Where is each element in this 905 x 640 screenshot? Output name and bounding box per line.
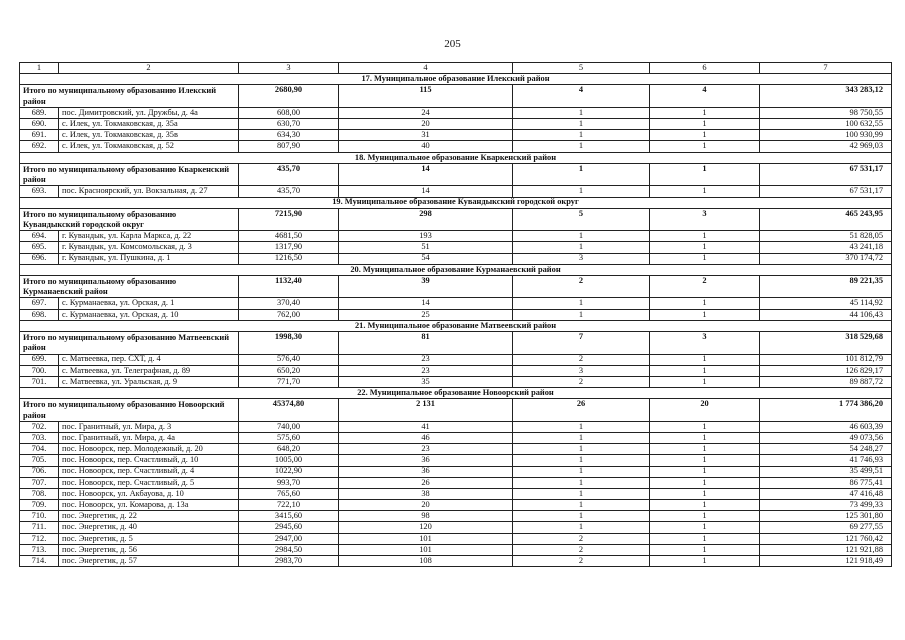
row-number: 691. <box>20 130 59 141</box>
row-col5: 3 <box>513 253 650 264</box>
row-number: 711. <box>20 522 59 533</box>
section-heading: 20. Муниципальное образование Курманаевский район <box>20 264 892 275</box>
row-address: пос. Новоорск, ул. Комарова, д. 13а <box>59 500 239 511</box>
table-row <box>20 544 892 555</box>
subtotal-label: Итого по муниципальному образованию Новоорский район <box>20 399 239 422</box>
row-address: с. Матвеевка, пер. СХТ, д. 4 <box>59 354 239 365</box>
subtotal-col6: 20 <box>650 399 760 422</box>
row-number: 701. <box>20 376 59 387</box>
subtotal-label: Итого по муниципальному образованию Кваркенский район <box>20 163 239 186</box>
row-area: 807,90 <box>239 141 339 152</box>
register-table <box>19 62 892 567</box>
table-row <box>20 455 892 466</box>
row-number: 704. <box>20 444 59 455</box>
subtotal-col5: 7 <box>513 332 650 355</box>
row-number: 703. <box>20 432 59 443</box>
subtotal-sum: 1 774 386,20 <box>760 399 892 422</box>
row-number: 697. <box>20 298 59 309</box>
row-residents: 98 <box>339 511 513 522</box>
row-sum: 49 073,56 <box>760 432 892 443</box>
row-address: с. Илек, ул. Токмаковская, д. 35в <box>59 130 239 141</box>
section-heading-row <box>20 388 892 399</box>
row-sum: 125 301,80 <box>760 511 892 522</box>
row-number: 699. <box>20 354 59 365</box>
row-col5: 2 <box>513 533 650 544</box>
row-area: 4681,50 <box>239 231 339 242</box>
row-address: пос. Новоорск, пер. Счастливый, д. 10 <box>59 455 239 466</box>
row-sum: 89 887,72 <box>760 376 892 387</box>
row-address: пос. Красноярский, ул. Вокзальная, д. 27 <box>59 186 239 197</box>
row-residents: 41 <box>339 421 513 432</box>
row-col6: 1 <box>650 231 760 242</box>
section-heading-row <box>20 320 892 331</box>
row-residents: 193 <box>339 231 513 242</box>
row-col6: 1 <box>650 130 760 141</box>
row-residents: 25 <box>339 309 513 320</box>
subtotal-residents: 39 <box>339 275 513 298</box>
row-residents: 23 <box>339 444 513 455</box>
subtotal-col6: 3 <box>650 208 760 231</box>
subtotal-residents: 81 <box>339 332 513 355</box>
row-col5: 1 <box>513 107 650 118</box>
subtotal-residents: 2 131 <box>339 399 513 422</box>
row-area: 3415,60 <box>239 511 339 522</box>
row-col5: 1 <box>513 186 650 197</box>
row-sum: 44 106,43 <box>760 309 892 320</box>
table-row <box>20 141 892 152</box>
row-address: пос. Новоорск, пер. Счастливый, д. 5 <box>59 477 239 488</box>
row-residents: 51 <box>339 242 513 253</box>
subtotal-label: Итого по муниципальному образованию Кувандыкский городской округ <box>20 208 239 231</box>
row-address: с. Матвеевка, ул. Телеграфная, д. 89 <box>59 365 239 376</box>
row-col6: 1 <box>650 186 760 197</box>
row-area: 370,40 <box>239 298 339 309</box>
row-col5: 1 <box>513 231 650 242</box>
row-number: 714. <box>20 556 59 567</box>
row-col5: 2 <box>513 556 650 567</box>
row-area: 771,70 <box>239 376 339 387</box>
row-col5: 1 <box>513 488 650 499</box>
row-col6: 1 <box>650 242 760 253</box>
table-row <box>20 365 892 376</box>
row-col6: 1 <box>650 365 760 376</box>
row-residents: 101 <box>339 544 513 555</box>
row-sum: 43 241,18 <box>760 242 892 253</box>
table-row <box>20 253 892 264</box>
column-number-cell: 1 <box>20 63 59 74</box>
row-residents: 14 <box>339 186 513 197</box>
column-number-cell: 6 <box>650 63 760 74</box>
row-address: пос. Энергетик, д. 5 <box>59 533 239 544</box>
row-area: 576,40 <box>239 354 339 365</box>
row-number: 700. <box>20 365 59 376</box>
row-area: 740,00 <box>239 421 339 432</box>
row-area: 2947,00 <box>239 533 339 544</box>
subtotal-col5: 5 <box>513 208 650 231</box>
row-col5: 1 <box>513 455 650 466</box>
row-sum: 86 775,41 <box>760 477 892 488</box>
row-residents: 24 <box>339 107 513 118</box>
row-col6: 1 <box>650 544 760 555</box>
section-heading-row <box>20 74 892 85</box>
row-residents: 20 <box>339 119 513 130</box>
row-area: 2945,60 <box>239 522 339 533</box>
row-col6: 1 <box>650 141 760 152</box>
row-number: 689. <box>20 107 59 118</box>
row-sum: 73 499,33 <box>760 500 892 511</box>
table-row <box>20 298 892 309</box>
row-address: с. Илек, ул. Токмаковская, д. 52 <box>59 141 239 152</box>
table-row <box>20 466 892 477</box>
row-address: пос. Энергетик, д. 40 <box>59 522 239 533</box>
row-col5: 1 <box>513 141 650 152</box>
row-area: 650,20 <box>239 365 339 376</box>
row-area: 1005,00 <box>239 455 339 466</box>
table-row <box>20 556 892 567</box>
subtotal-row <box>20 399 892 422</box>
row-number: 693. <box>20 186 59 197</box>
row-residents: 54 <box>339 253 513 264</box>
section-heading-row <box>20 152 892 163</box>
row-address: пос. Димитровский, ул. Дружбы, д. 4а <box>59 107 239 118</box>
row-number: 705. <box>20 455 59 466</box>
subtotal-area: 45374,80 <box>239 399 339 422</box>
subtotal-sum: 465 243,95 <box>760 208 892 231</box>
row-sum: 54 248,27 <box>760 444 892 455</box>
row-col6: 1 <box>650 522 760 533</box>
table-row <box>20 107 892 118</box>
row-residents: 26 <box>339 477 513 488</box>
row-number: 706. <box>20 466 59 477</box>
row-number: 712. <box>20 533 59 544</box>
row-sum: 47 416,48 <box>760 488 892 499</box>
row-sum: 100 632,55 <box>760 119 892 130</box>
column-number-row <box>20 63 892 74</box>
section-heading: 22. Муниципальное образование Новоорский район <box>20 388 892 399</box>
row-sum: 41 746,93 <box>760 455 892 466</box>
row-sum: 51 828,05 <box>760 231 892 242</box>
row-address: пос. Новоорск, пер. Молодежный, д. 20 <box>59 444 239 455</box>
subtotal-sum: 318 529,68 <box>760 332 892 355</box>
row-area: 762,00 <box>239 309 339 320</box>
table-row <box>20 354 892 365</box>
subtotal-col5: 4 <box>513 85 650 108</box>
subtotal-area: 1998,30 <box>239 332 339 355</box>
subtotal-sum: 89 221,35 <box>760 275 892 298</box>
row-col6: 1 <box>650 421 760 432</box>
row-address: пос. Энергетик, д. 56 <box>59 544 239 555</box>
subtotal-row <box>20 85 892 108</box>
row-col5: 1 <box>513 477 650 488</box>
subtotal-row <box>20 208 892 231</box>
section-heading: 17. Муниципальное образование Илекский район <box>20 74 892 85</box>
row-residents: 108 <box>339 556 513 567</box>
subtotal-row <box>20 275 892 298</box>
row-number: 713. <box>20 544 59 555</box>
row-col6: 1 <box>650 119 760 130</box>
row-area: 575,60 <box>239 432 339 443</box>
row-address: пос. Энергетик, д. 57 <box>59 556 239 567</box>
row-area: 435,70 <box>239 186 339 197</box>
section-heading: 19. Муниципальное образование Кувандыкский городской округ <box>20 197 892 208</box>
subtotal-row <box>20 332 892 355</box>
row-col6: 1 <box>650 455 760 466</box>
row-col5: 2 <box>513 376 650 387</box>
row-residents: 20 <box>339 500 513 511</box>
table-row <box>20 186 892 197</box>
row-number: 708. <box>20 488 59 499</box>
table-row <box>20 119 892 130</box>
row-area: 2984,50 <box>239 544 339 555</box>
row-col6: 1 <box>650 556 760 567</box>
row-number: 695. <box>20 242 59 253</box>
row-sum: 121 921,88 <box>760 544 892 555</box>
section-heading: 18. Муниципальное образование Кваркенский район <box>20 152 892 163</box>
row-area: 648,20 <box>239 444 339 455</box>
table-row <box>20 231 892 242</box>
row-residents: 46 <box>339 432 513 443</box>
row-col6: 1 <box>650 253 760 264</box>
row-sum: 98 750,55 <box>760 107 892 118</box>
section-heading-row <box>20 264 892 275</box>
section-heading-row <box>20 197 892 208</box>
row-sum: 121 760,42 <box>760 533 892 544</box>
row-number: 694. <box>20 231 59 242</box>
subtotal-col6: 2 <box>650 275 760 298</box>
column-number-cell: 3 <box>239 63 339 74</box>
column-number-cell: 2 <box>59 63 239 74</box>
row-col6: 1 <box>650 488 760 499</box>
row-sum: 101 812,79 <box>760 354 892 365</box>
row-number: 707. <box>20 477 59 488</box>
row-address: с. Илек, ул. Токмаковская, д. 35а <box>59 119 239 130</box>
row-address: с. Курманаевка, ул. Орская, д. 10 <box>59 309 239 320</box>
row-col6: 1 <box>650 511 760 522</box>
row-sum: 69 277,55 <box>760 522 892 533</box>
row-area: 634,30 <box>239 130 339 141</box>
row-col6: 1 <box>650 309 760 320</box>
page-number: 205 <box>444 38 461 50</box>
row-address: г. Кувандык, ул. Пушкина, д. 1 <box>59 253 239 264</box>
row-col6: 1 <box>650 107 760 118</box>
subtotal-area: 435,70 <box>239 163 339 186</box>
subtotal-label: Итого по муниципальному образованию Илекский район <box>20 85 239 108</box>
row-col5: 1 <box>513 421 650 432</box>
row-sum: 126 829,17 <box>760 365 892 376</box>
row-sum: 42 969,03 <box>760 141 892 152</box>
row-sum: 370 174,72 <box>760 253 892 264</box>
column-number-cell: 7 <box>760 63 892 74</box>
row-col6: 1 <box>650 500 760 511</box>
row-number: 710. <box>20 511 59 522</box>
row-area: 608,00 <box>239 107 339 118</box>
row-address: пос. Новоорск, ул. Акбауова, д. 10 <box>59 488 239 499</box>
row-col5: 1 <box>513 130 650 141</box>
row-residents: 36 <box>339 466 513 477</box>
row-area: 2983,70 <box>239 556 339 567</box>
table-row <box>20 444 892 455</box>
row-area: 1022,90 <box>239 466 339 477</box>
row-residents: 31 <box>339 130 513 141</box>
row-col5: 1 <box>513 522 650 533</box>
table-row <box>20 130 892 141</box>
row-number: 702. <box>20 421 59 432</box>
subtotal-col5: 2 <box>513 275 650 298</box>
row-address: пос. Гранитный, ул. Мира, д. 4а <box>59 432 239 443</box>
row-area: 722,10 <box>239 500 339 511</box>
row-residents: 101 <box>339 533 513 544</box>
row-number: 690. <box>20 119 59 130</box>
table-row <box>20 421 892 432</box>
row-col6: 1 <box>650 376 760 387</box>
row-number: 709. <box>20 500 59 511</box>
row-col5: 1 <box>513 298 650 309</box>
row-sum: 121 918,49 <box>760 556 892 567</box>
row-col5: 1 <box>513 500 650 511</box>
row-residents: 38 <box>339 488 513 499</box>
row-col5: 1 <box>513 466 650 477</box>
subtotal-residents: 298 <box>339 208 513 231</box>
table-row <box>20 522 892 533</box>
row-sum: 100 930,99 <box>760 130 892 141</box>
column-number-cell: 4 <box>339 63 513 74</box>
row-area: 765,60 <box>239 488 339 499</box>
subtotal-residents: 14 <box>339 163 513 186</box>
subtotal-area: 2680,90 <box>239 85 339 108</box>
row-number: 692. <box>20 141 59 152</box>
row-col5: 1 <box>513 309 650 320</box>
row-address: с. Курманаевка, ул. Орская, д. 1 <box>59 298 239 309</box>
row-col6: 1 <box>650 298 760 309</box>
table-row <box>20 511 892 522</box>
row-residents: 23 <box>339 354 513 365</box>
table-row <box>20 533 892 544</box>
table-row <box>20 477 892 488</box>
row-sum: 35 499,51 <box>760 466 892 477</box>
subtotal-label: Итого по муниципальному образованию Курманаевский район <box>20 275 239 298</box>
row-area: 1216,50 <box>239 253 339 264</box>
table-row <box>20 500 892 511</box>
subtotal-label: Итого по муниципальному образованию Матвеевский район <box>20 332 239 355</box>
row-col5: 1 <box>513 444 650 455</box>
row-col6: 1 <box>650 444 760 455</box>
subtotal-col5: 26 <box>513 399 650 422</box>
row-number: 696. <box>20 253 59 264</box>
row-col5: 1 <box>513 432 650 443</box>
row-col5: 3 <box>513 365 650 376</box>
row-col5: 1 <box>513 511 650 522</box>
row-residents: 35 <box>339 376 513 387</box>
row-col6: 1 <box>650 466 760 477</box>
table-row <box>20 432 892 443</box>
row-address: с. Матвеевка, ул. Уральская, д. 9 <box>59 376 239 387</box>
row-address: пос. Новоорск, пер. Счастливый, д. 4 <box>59 466 239 477</box>
column-number-cell: 5 <box>513 63 650 74</box>
row-residents: 40 <box>339 141 513 152</box>
row-col5: 2 <box>513 544 650 555</box>
subtotal-col6: 1 <box>650 163 760 186</box>
row-residents: 23 <box>339 365 513 376</box>
subtotal-col6: 3 <box>650 332 760 355</box>
section-heading: 21. Муниципальное образование Матвеевский район <box>20 320 892 331</box>
row-area: 993,70 <box>239 477 339 488</box>
subtotal-sum: 343 283,12 <box>760 85 892 108</box>
subtotal-residents: 115 <box>339 85 513 108</box>
row-col6: 1 <box>650 354 760 365</box>
row-col5: 2 <box>513 354 650 365</box>
row-address: пос. Гранитный, ул. Мира, д. 3 <box>59 421 239 432</box>
table-row <box>20 309 892 320</box>
row-sum: 45 114,92 <box>760 298 892 309</box>
row-address: г. Кувандык, ул. Карла Маркса, д. 22 <box>59 231 239 242</box>
row-col6: 1 <box>650 533 760 544</box>
subtotal-sum: 67 531,17 <box>760 163 892 186</box>
row-sum: 46 603,39 <box>760 421 892 432</box>
row-col6: 1 <box>650 432 760 443</box>
subtotal-area: 1132,40 <box>239 275 339 298</box>
row-residents: 36 <box>339 455 513 466</box>
table-row <box>20 242 892 253</box>
table-row <box>20 376 892 387</box>
subtotal-col6: 4 <box>650 85 760 108</box>
row-col6: 1 <box>650 477 760 488</box>
row-col5: 1 <box>513 119 650 130</box>
row-address: г. Кувандык, ул. Комсомольская, д. 3 <box>59 242 239 253</box>
subtotal-col5: 1 <box>513 163 650 186</box>
subtotal-area: 7215,90 <box>239 208 339 231</box>
row-col5: 1 <box>513 242 650 253</box>
row-number: 698. <box>20 309 59 320</box>
subtotal-row <box>20 163 892 186</box>
row-sum: 67 531,17 <box>760 186 892 197</box>
row-residents: 120 <box>339 522 513 533</box>
row-area: 1317,90 <box>239 242 339 253</box>
row-residents: 14 <box>339 298 513 309</box>
row-area: 630,70 <box>239 119 339 130</box>
table-row <box>20 488 892 499</box>
row-address: пос. Энергетик, д. 22 <box>59 511 239 522</box>
